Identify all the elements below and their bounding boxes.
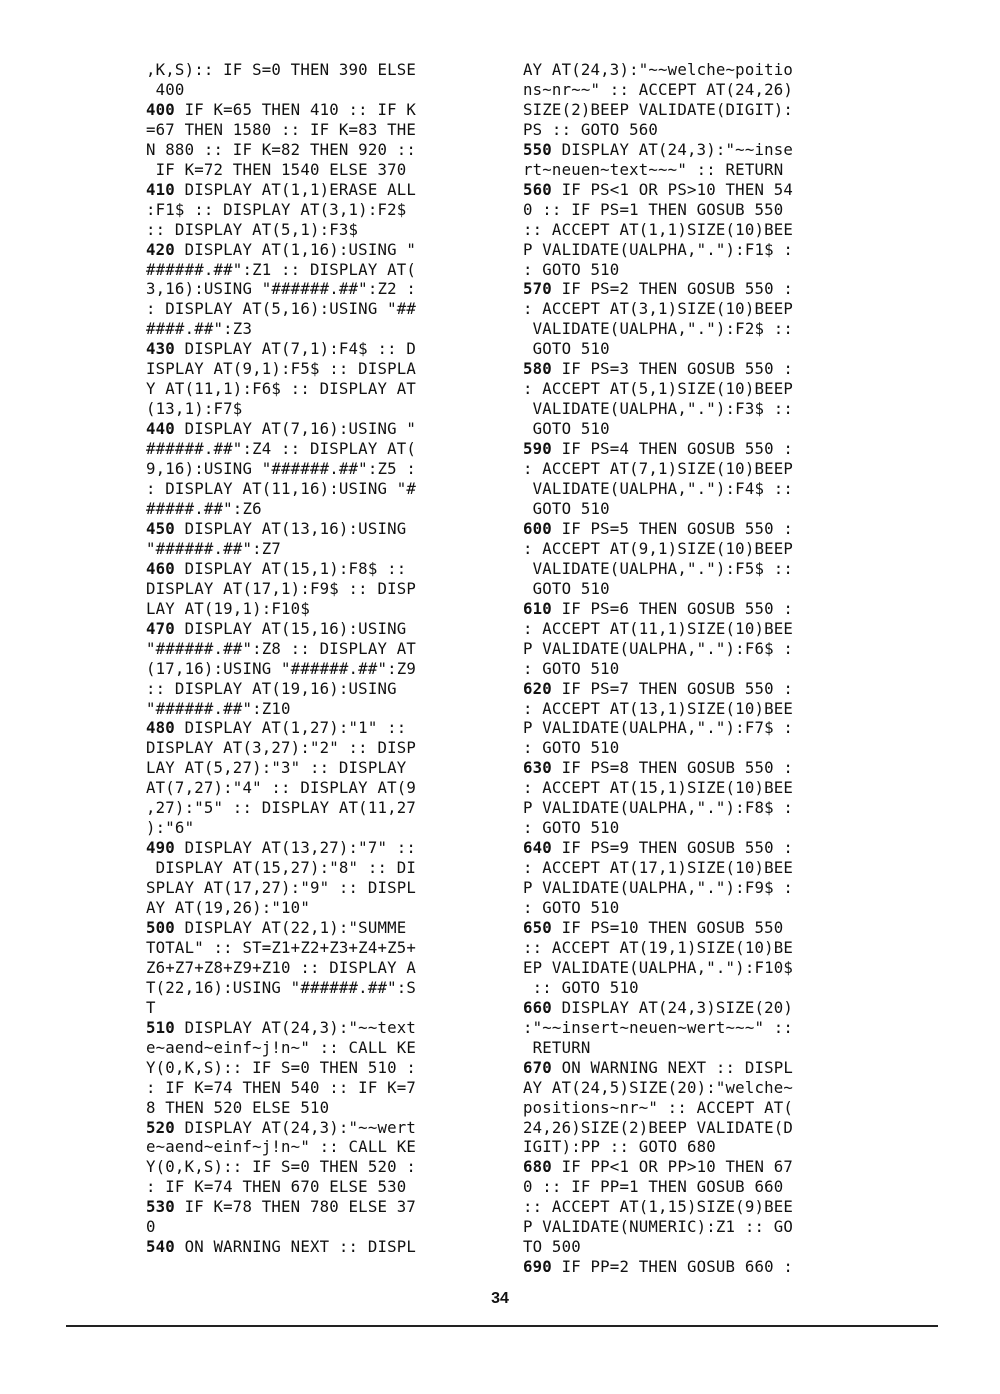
line-number: 540: [146, 1237, 175, 1257]
code-line: SIZE(2)BEEP VALIDATE(DIGIT):: [523, 99, 794, 119]
line-number: 580: [523, 359, 552, 379]
code-line: AY AT(19,26):"10": [146, 898, 310, 918]
line-number: 670: [523, 1057, 552, 1077]
line-number: 410: [146, 179, 175, 199]
code-line: 420 DISPLAY AT(1,16):USING ": [146, 239, 417, 259]
code-line: 440 DISPLAY AT(7,16):USING ": [146, 419, 417, 439]
code-line: 0: [146, 1217, 156, 1237]
code-line: : GOTO 510: [523, 658, 620, 678]
line-number: 400: [146, 99, 175, 119]
line-number: 480: [146, 718, 175, 738]
code-line: 460 DISPLAY AT(15,1):F8$ ::: [146, 558, 407, 578]
code-line: P VALIDATE(UALPHA,"."):F8$ :: [523, 798, 794, 818]
line-number: 450: [146, 518, 175, 538]
code-line: : ACCEPT AT(5,1)SIZE(10)BEEP: [523, 379, 794, 399]
line-number: 680: [523, 1157, 552, 1177]
line-number: 640: [523, 838, 552, 858]
line-number: 520: [146, 1117, 175, 1137]
code-line: ISPLAY AT(9,1):F5$ :: DISPLA: [146, 359, 417, 379]
line-number: 600: [523, 518, 552, 538]
code-line: 430 DISPLAY AT(7,1):F4$ :: D: [146, 339, 417, 359]
code-line: 400: [146, 79, 185, 99]
code-line: 470 DISPLAY AT(15,16):USING: [146, 618, 407, 638]
line-number: 500: [146, 917, 175, 937]
code-line: 650 IF PS=10 THEN GOSUB 550: [523, 917, 784, 937]
line-number: 590: [523, 439, 552, 459]
line-number: 660: [523, 997, 552, 1017]
code-line: Y AT(11,1):F6$ :: DISPLAY AT: [146, 379, 417, 399]
code-line: 500 DISPLAY AT(22,1):"SUMME: [146, 917, 407, 937]
code-line: :: DISPLAY AT(19,16):USING: [146, 678, 397, 698]
code-line: P VALIDATE(UALPHA,"."):F7$ :: [523, 718, 794, 738]
code-line: : GOTO 510: [523, 898, 620, 918]
code-line: AY AT(24,5)SIZE(20):"welche~: [523, 1077, 794, 1097]
code-line: P VALIDATE(UALPHA,"."):F6$ :: [523, 638, 794, 658]
code-line: : GOTO 510: [523, 738, 620, 758]
code-line: DISPLAY AT(17,1):F9$ :: DISP: [146, 578, 417, 598]
code-line: 3,16):USING "######.##":Z2 :: [146, 279, 417, 299]
code-line: EP VALIDATE(UALPHA,"."):F10$: [523, 957, 794, 977]
code-line: : ACCEPT AT(9,1)SIZE(10)BEEP: [523, 538, 794, 558]
code-line: : DISPLAY AT(5,16):USING "##: [146, 299, 417, 319]
code-line: 9,16):USING "######.##":Z5 :: [146, 459, 417, 479]
code-line: PS :: GOTO 560: [523, 119, 659, 139]
code-line: 680 IF PP<1 OR PP>10 THEN 67: [523, 1157, 794, 1177]
line-number: 690: [523, 1257, 552, 1277]
code-line: DISPLAY AT(15,27):"8" :: DI: [146, 858, 417, 878]
code-line: ):"6": [146, 818, 195, 838]
code-line: VALIDATE(UALPHA,"."):F5$ ::: [523, 558, 794, 578]
line-number: 610: [523, 598, 552, 618]
code-line: : GOTO 510: [523, 259, 620, 279]
line-number: 620: [523, 678, 552, 698]
line-number: 430: [146, 339, 175, 359]
code-line: =67 THEN 1580 :: IF K=83 THE: [146, 119, 417, 139]
code-line: : IF K=74 THEN 540 :: IF K=7: [146, 1077, 417, 1097]
code-line: :F1$ :: DISPLAY AT(3,1):F2$: [146, 199, 407, 219]
line-number: 630: [523, 758, 552, 778]
code-line: RETURN: [523, 1037, 591, 1057]
code-line: 510 DISPLAY AT(24,3):"~~text: [146, 1017, 417, 1037]
code-line: VALIDATE(UALPHA,"."):F2$ ::: [523, 319, 794, 339]
code-line: LAY AT(5,27):"3" :: DISPLAY: [146, 758, 407, 778]
code-line: DISPLAY AT(3,27):"2" :: DISP: [146, 738, 417, 758]
code-line: :"~~insert~neuen~wert~~~" ::: [523, 1017, 794, 1037]
line-number: 560: [523, 179, 552, 199]
code-line: 8 THEN 520 ELSE 510: [146, 1097, 330, 1117]
code-line: 540 ON WARNING NEXT :: DISPL: [146, 1237, 417, 1257]
code-line: AT(7,27):"4" :: DISPLAY AT(9: [146, 778, 417, 798]
code-line: TO 500: [523, 1237, 581, 1257]
line-number: 490: [146, 838, 175, 858]
code-line: :: GOTO 510: [523, 977, 639, 997]
code-line: LAY AT(19,1):F10$: [146, 598, 310, 618]
line-number: 570: [523, 279, 552, 299]
line-number: 650: [523, 917, 552, 937]
code-line: 450 DISPLAY AT(13,16):USING: [146, 518, 407, 538]
code-line: 0 :: IF PS=1 THEN GOSUB 550: [523, 199, 784, 219]
code-line: T(22,16):USING "######.##":S: [146, 977, 417, 997]
code-line: 24,26)SIZE(2)BEEP VALIDATE(D: [523, 1117, 794, 1137]
code-line: : IF K=74 THEN 670 ELSE 530: [146, 1177, 407, 1197]
code-line: : GOTO 510: [523, 818, 620, 838]
code-line: ####.##":Z3: [146, 319, 253, 339]
code-line: GOTO 510: [523, 339, 610, 359]
code-line: ######.##":Z1 :: DISPLAY AT(: [146, 259, 417, 279]
code-line: ######.##":Z4 :: DISPLAY AT(: [146, 439, 417, 459]
code-line: GOTO 510: [523, 578, 610, 598]
code-line: : ACCEPT AT(17,1)SIZE(10)BEE: [523, 858, 794, 878]
code-line: : ACCEPT AT(15,1)SIZE(10)BEE: [523, 778, 794, 798]
code-line: 620 IF PS=7 THEN GOSUB 550 :: [523, 678, 794, 698]
line-number: 420: [146, 239, 175, 259]
code-line: (17,16):USING "######.##":Z9: [146, 658, 417, 678]
code-line: SPLAY AT(17,27):"9" :: DISPL: [146, 878, 417, 898]
code-line: 660 DISPLAY AT(24,3)SIZE(20): [523, 997, 794, 1017]
code-line: 560 IF PS<1 OR PS>10 THEN 54: [523, 179, 794, 199]
code-line: 670 ON WARNING NEXT :: DISPL: [523, 1057, 794, 1077]
code-line: e~aend~einf~j!n~" :: CALL KE: [146, 1137, 417, 1157]
code-line: 590 IF PS=4 THEN GOSUB 550 :: [523, 439, 794, 459]
code-line: e~aend~einf~j!n~" :: CALL KE: [146, 1037, 417, 1057]
footer-rule: [66, 1325, 938, 1327]
code-line: ,27):"5" :: DISPLAY AT(11,27: [146, 798, 417, 818]
code-line: rt~neuen~text~~~" :: RETURN: [523, 159, 784, 179]
code-line: :: ACCEPT AT(1,15)SIZE(9)BEE: [523, 1197, 794, 1217]
code-line: VALIDATE(UALPHA,"."):F4$ ::: [523, 479, 794, 499]
code-line: AY AT(24,3):"~~welche~poitio: [523, 60, 794, 79]
code-line: : ACCEPT AT(7,1)SIZE(10)BEEP: [523, 459, 794, 479]
code-line: 550 DISPLAY AT(24,3):"~~inse: [523, 139, 794, 159]
code-line: 410 DISPLAY AT(1,1)ERASE ALL: [146, 179, 417, 199]
code-line: Z6+Z7+Z8+Z9+Z10 :: DISPLAY A: [146, 957, 417, 977]
page-number: 34: [491, 1290, 509, 1307]
code-line: positions~nr~" :: ACCEPT AT(: [523, 1097, 794, 1117]
code-line: : DISPLAY AT(11,16):USING "#: [146, 479, 417, 499]
line-number: 530: [146, 1197, 175, 1217]
code-line: 600 IF PS=5 THEN GOSUB 550 :: [523, 518, 794, 538]
right-code-column: [523, 60, 868, 1277]
code-line: "######.##":Z8 :: DISPLAY AT: [146, 638, 417, 658]
code-line: 640 IF PS=9 THEN GOSUB 550 :: [523, 838, 794, 858]
line-number: 550: [523, 139, 552, 159]
code-line: Y(0,K,S):: IF S=0 THEN 510 :: [146, 1057, 417, 1077]
code-line: 480 DISPLAY AT(1,27):"1" ::: [146, 718, 407, 738]
code-line: :: ACCEPT AT(19,1)SIZE(10)BE: [523, 937, 794, 957]
code-line: "######.##":Z7: [146, 538, 282, 558]
code-line: TOTAL" :: ST=Z1+Z2+Z3+Z4+Z5+: [146, 937, 417, 957]
line-number: 510: [146, 1017, 175, 1037]
code-line: P VALIDATE(UALPHA,"."):F1$ :: [523, 239, 794, 259]
code-line: T: [146, 997, 156, 1017]
code-line: 630 IF PS=8 THEN GOSUB 550 :: [523, 758, 794, 778]
code-line: P VALIDATE(UALPHA,"."):F9$ :: [523, 878, 794, 898]
code-line: 520 DISPLAY AT(24,3):"~~wert: [146, 1117, 417, 1137]
code-line: IGIT):PP :: GOTO 680: [523, 1137, 716, 1157]
code-line: Y(0,K,S):: IF S=0 THEN 520 :: [146, 1157, 417, 1177]
line-number: 460: [146, 558, 175, 578]
code-line: N 880 :: IF K=82 THEN 920 ::: [146, 139, 417, 159]
code-line: IF K=72 THEN 1540 ELSE 370: [146, 159, 407, 179]
code-line: 690 IF PP=2 THEN GOSUB 660 :: [523, 1257, 794, 1277]
code-line: 0 :: IF PP=1 THEN GOSUB 660: [523, 1177, 784, 1197]
code-line: 490 DISPLAY AT(13,27):"7" ::: [146, 838, 417, 858]
left-code-column: [146, 60, 491, 1257]
code-line: ns~nr~~" :: ACCEPT AT(24,26): [523, 79, 794, 99]
code-line: ,K,S):: IF S=0 THEN 390 ELSE: [146, 60, 417, 79]
code-line: VALIDATE(UALPHA,"."):F3$ ::: [523, 399, 794, 419]
code-line: GOTO 510: [523, 498, 610, 518]
code-line: "######.##":Z10: [146, 698, 291, 718]
code-line: 400 IF K=65 THEN 410 :: IF K: [146, 99, 417, 119]
line-number: 470: [146, 618, 175, 638]
line-number: 440: [146, 419, 175, 439]
code-line: 570 IF PS=2 THEN GOSUB 550 :: [523, 279, 794, 299]
code-line: 610 IF PS=6 THEN GOSUB 550 :: [523, 598, 794, 618]
code-line: :: DISPLAY AT(5,1):F3$: [146, 219, 359, 239]
code-line: P VALIDATE(NUMERIC):Z1 :: GO: [523, 1217, 794, 1237]
code-line: #####.##":Z6: [146, 498, 262, 518]
code-line: :: ACCEPT AT(1,1)SIZE(10)BEE: [523, 219, 794, 239]
code-line: : ACCEPT AT(13,1)SIZE(10)BEE: [523, 698, 794, 718]
code-line: GOTO 510: [523, 419, 610, 439]
code-line: 580 IF PS=3 THEN GOSUB 550 :: [523, 359, 794, 379]
code-line: (13,1):F7$: [146, 399, 243, 419]
code-line: 530 IF K=78 THEN 780 ELSE 37: [146, 1197, 417, 1217]
code-line: : ACCEPT AT(3,1)SIZE(10)BEEP: [523, 299, 794, 319]
code-line: : ACCEPT AT(11,1)SIZE(10)BEE: [523, 618, 794, 638]
